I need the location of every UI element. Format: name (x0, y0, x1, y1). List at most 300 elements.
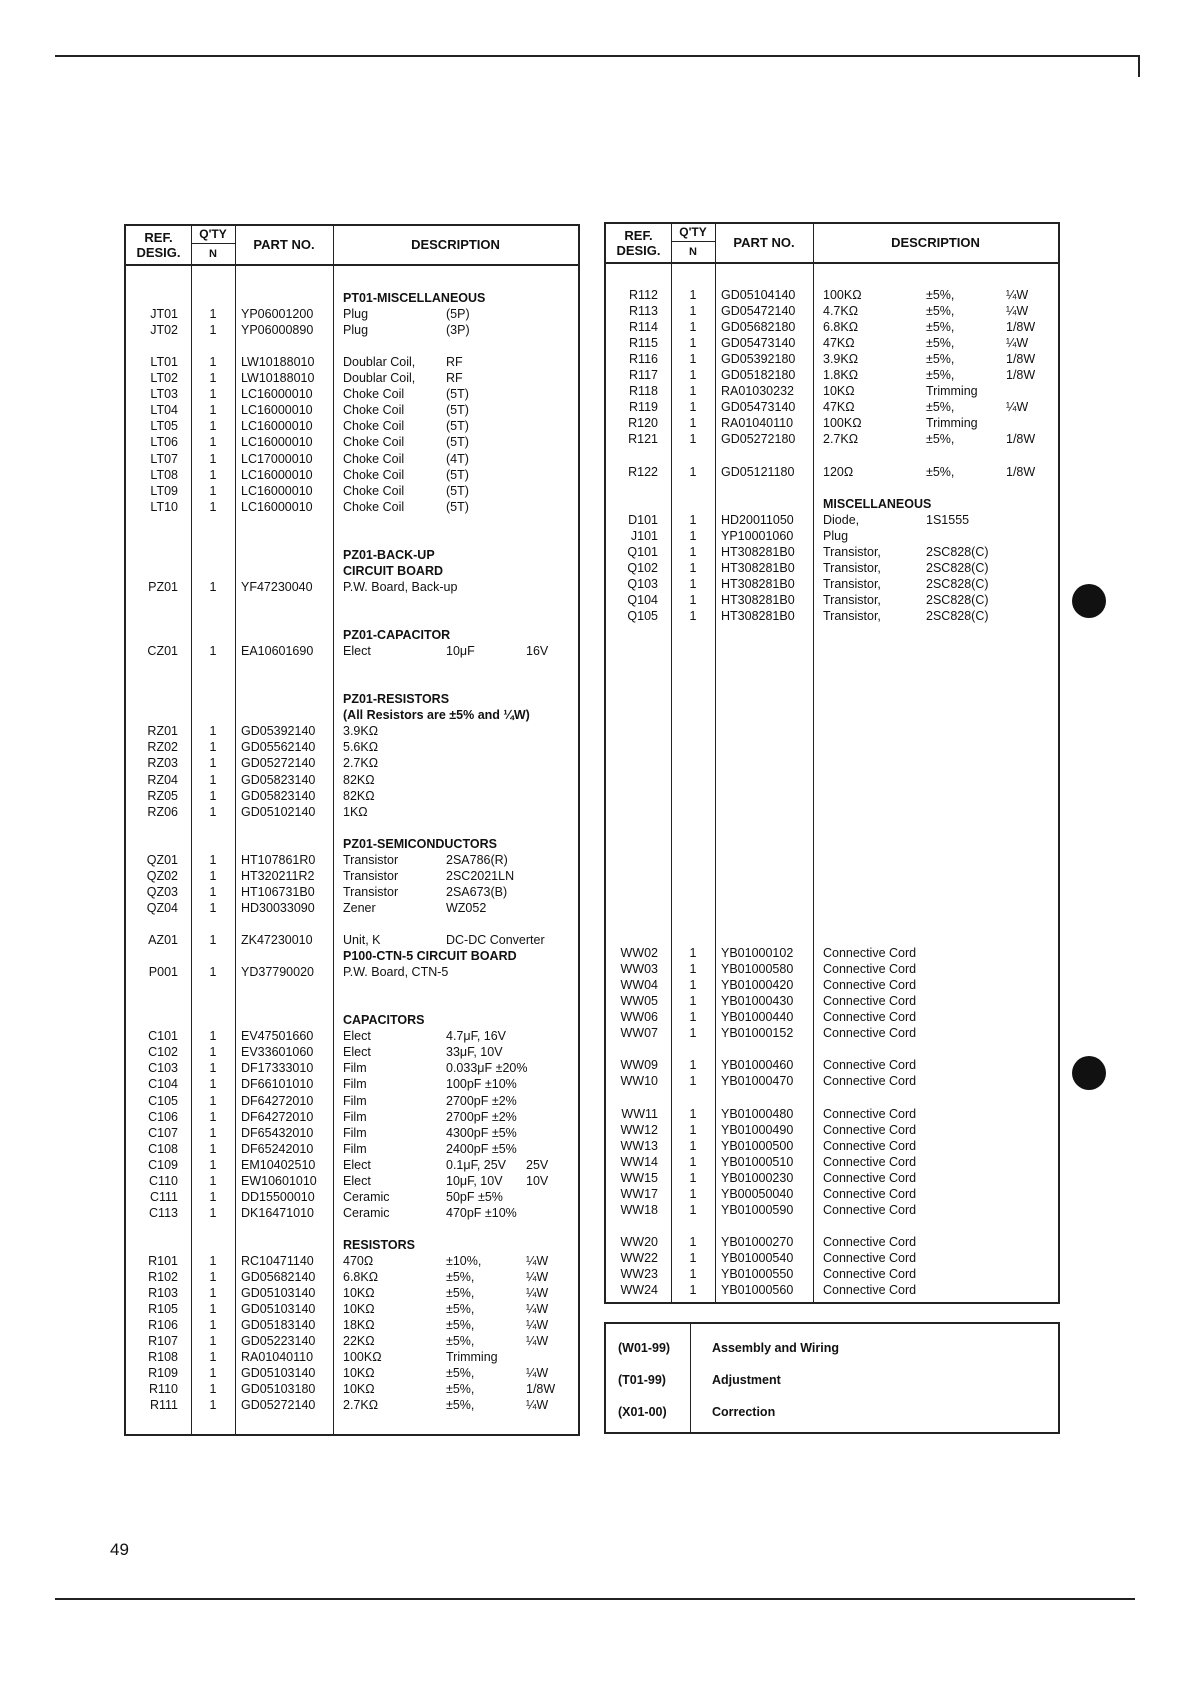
part-number: YB01000470 (721, 1074, 794, 1089)
part-row (606, 1138, 1058, 1154)
description: Connective Cord (823, 1058, 917, 1073)
description-value: (5T) (446, 387, 469, 402)
description-value: ±5%, (926, 304, 955, 319)
quantity: 1 (689, 946, 697, 961)
section-heading-text: P100-CTN-5 CIRCUIT BOARD (343, 949, 517, 964)
part-row (126, 354, 578, 370)
part-row (126, 739, 578, 755)
part-number: GD05272180 (721, 432, 796, 447)
part-number: EW10601010 (241, 1173, 317, 1188)
part-number: HD20011050 (721, 512, 794, 527)
part-row (126, 1205, 578, 1221)
quantity: 1 (689, 1074, 697, 1089)
description: 82KΩ (343, 788, 375, 803)
quantity: 1 (689, 1154, 697, 1169)
ref-designator: WW18 (620, 1202, 658, 1217)
part-number: GD05104140 (721, 288, 796, 302)
ref-designator: WW17 (620, 1186, 658, 1201)
ref-designator: C103 (148, 1061, 178, 1076)
quantity: 1 (209, 1061, 217, 1076)
blank-row (606, 1090, 1058, 1106)
description: 3.9KΩ (343, 724, 379, 739)
section-heading-text: RESISTORS (343, 1237, 416, 1252)
section-heading-text: PZ01-CAPACITOR (343, 628, 451, 643)
description: 120Ω (823, 464, 854, 479)
ref-designator: Q102 (627, 560, 658, 575)
description: Connective Cord (823, 994, 917, 1009)
part-number: YB01000230 (721, 1170, 794, 1185)
legend-row: (W01-99) Assembly and Wiring (618, 1341, 839, 1355)
blank-row (126, 515, 578, 531)
part-row (606, 1122, 1058, 1138)
ref-designator: R118 (629, 384, 658, 399)
quantity: 1 (689, 1251, 697, 1265)
part-row (606, 303, 1058, 319)
description: Elect (343, 1045, 371, 1060)
ref-designator: R122 (628, 464, 658, 479)
blank-row (606, 801, 1058, 817)
quantity: 1 (209, 1270, 217, 1285)
part-row (606, 335, 1058, 351)
description: Connective Cord (823, 962, 917, 977)
description-value: (5T) (446, 419, 469, 434)
ref-designator: WW13 (620, 1138, 658, 1153)
description-rating: ¼W (1006, 400, 1029, 415)
blank-row (606, 1041, 1058, 1057)
part-row (126, 772, 578, 788)
part-number: EV47501660 (241, 1029, 314, 1044)
ref-designator: WW20 (620, 1234, 658, 1249)
description-rating: ¼W (526, 1334, 549, 1349)
description-value: 2700pF ±2% (446, 1093, 517, 1108)
description: Plug (823, 528, 849, 543)
part-number: YB01000590 (721, 1202, 794, 1217)
part-row (126, 1044, 578, 1060)
part-row (606, 1202, 1058, 1218)
ref-designator: LT02 (150, 371, 178, 386)
description: 2.7KΩ (343, 1398, 379, 1413)
quantity: 1 (209, 403, 217, 418)
part-row (126, 868, 578, 884)
ref-designator: R116 (629, 352, 658, 367)
ref-designator: J101 (630, 528, 658, 543)
quantity: 1 (209, 644, 217, 659)
part-row (606, 1106, 1058, 1122)
description-value: 2SC828(C) (926, 592, 989, 607)
part-row (606, 592, 1058, 608)
ref-designator: C111 (149, 1189, 178, 1204)
quantity: 1 (209, 788, 217, 803)
part-number: HT308281B0 (721, 609, 795, 623)
ref-designator: R109 (148, 1366, 178, 1381)
blank-row (606, 640, 1058, 656)
part-row (126, 1125, 578, 1141)
part-row (606, 1266, 1058, 1282)
part-row (606, 1154, 1058, 1170)
blank-row (606, 1218, 1058, 1234)
part-row (126, 1141, 578, 1157)
part-number: GD05473140 (721, 400, 796, 415)
quantity: 1 (689, 512, 697, 527)
legend-row: (T01-99) Adjustment (618, 1373, 781, 1387)
ref-designator: C105 (148, 1093, 178, 1108)
page-number: 49 (110, 1540, 129, 1559)
part-row (126, 402, 578, 418)
quantity: 1 (209, 1286, 217, 1301)
quantity: 1 (209, 1173, 217, 1188)
ref-designator: C110 (149, 1173, 178, 1188)
description: Choke Coil (343, 435, 405, 450)
ref-designator: WW24 (620, 1283, 658, 1298)
blank-row (606, 817, 1058, 833)
quantity: 1 (209, 387, 217, 402)
description: Connective Cord (823, 1154, 917, 1169)
part-number: EA10601690 (241, 644, 314, 659)
part-row (126, 386, 578, 402)
ref-designator: WW11 (621, 1106, 658, 1121)
part-row (126, 434, 578, 450)
description-rating: 1/8W (1006, 368, 1036, 383)
section-heading (126, 1012, 578, 1028)
part-number: DF64272010 (241, 1093, 314, 1108)
ref-designator: WW22 (620, 1251, 658, 1265)
col-header-n: N (209, 248, 217, 260)
section-heading (126, 948, 578, 964)
part-number: YB01000430 (721, 994, 794, 1009)
quantity: 1 (209, 740, 217, 755)
description-rating: 1/8W (1006, 432, 1036, 447)
quantity: 1 (209, 371, 217, 386)
part-row (126, 1285, 578, 1301)
description-rating: ¼W (526, 1302, 549, 1317)
description-rating: ¼W (526, 1286, 549, 1301)
blank-row (606, 624, 1058, 640)
description-rating: 10V (526, 1173, 549, 1188)
quantity: 1 (209, 355, 217, 370)
description-value: DC-DC Converter (446, 933, 545, 947)
part-row (606, 1009, 1058, 1025)
quantity: 1 (209, 451, 217, 466)
part-number: YB01000500 (721, 1138, 794, 1153)
description: Film (343, 1109, 367, 1124)
ref-designator: R106 (148, 1318, 178, 1333)
blank-row (126, 980, 578, 996)
part-number: RA01040110 (721, 416, 794, 431)
description: 10KΩ (343, 1302, 375, 1317)
part-number: GD05223140 (241, 1334, 316, 1349)
part-number: GD05103140 (241, 1302, 316, 1317)
blank-row (606, 897, 1058, 913)
description: 2.7KΩ (343, 756, 379, 771)
part-row (126, 1189, 578, 1205)
part-row (606, 993, 1058, 1009)
description-value: 10μF, 10V (446, 1173, 503, 1188)
description: Connective Cord (823, 1170, 917, 1185)
part-number: GD05272140 (241, 756, 316, 771)
part-row (126, 1093, 578, 1109)
section-heading-text: PT01-MISCELLANEOUS (343, 291, 486, 305)
part-number: HT320211R2 (241, 868, 315, 883)
description: Doublar Coil, (343, 371, 416, 386)
ref-designator: JT01 (150, 307, 178, 322)
part-row (126, 932, 578, 948)
part-number: GD05183140 (241, 1318, 316, 1333)
blank-row (606, 752, 1058, 768)
part-row (126, 1301, 578, 1317)
description: 18KΩ (343, 1318, 375, 1333)
quantity: 1 (689, 1202, 697, 1217)
quantity: 1 (209, 1157, 217, 1172)
part-row (606, 1282, 1058, 1298)
blank-row (606, 672, 1058, 688)
quantity: 1 (209, 965, 217, 980)
description-value: ±5%, (446, 1334, 475, 1349)
section-heading-text: MISCELLANEOUS (823, 496, 932, 511)
part-row (606, 464, 1058, 480)
description: Connective Cord (823, 1283, 917, 1298)
blank-row (606, 849, 1058, 865)
part-number: LC16000010 (241, 419, 313, 434)
ref-designator: RZ03 (147, 756, 178, 771)
part-row (606, 1025, 1058, 1041)
part-row (606, 608, 1058, 624)
ref-designator: WW23 (620, 1267, 658, 1282)
part-number: LW10188010 (241, 371, 315, 386)
quantity: 1 (689, 544, 697, 559)
description-rating: 1/8W (526, 1382, 556, 1397)
ref-designator: R121 (628, 432, 658, 447)
col-header-part-no: PART NO. (733, 235, 795, 250)
part-number: LC16000010 (241, 467, 313, 482)
part-number: LC16000010 (241, 483, 313, 498)
quantity: 1 (209, 1141, 217, 1156)
quantity: 1 (209, 1045, 217, 1060)
description-rating: 25V (526, 1157, 549, 1172)
ref-designator: Q103 (627, 576, 658, 591)
part-row (606, 945, 1058, 961)
part-row (126, 1028, 578, 1044)
part-number: HT308281B0 (721, 544, 795, 559)
part-number: GD05182180 (721, 368, 796, 383)
ref-designator: LT09 (150, 483, 178, 498)
quantity: 1 (209, 499, 217, 514)
part-row (126, 852, 578, 868)
part-row (126, 1060, 578, 1076)
quantity: 1 (689, 1267, 697, 1282)
ref-designator: WW02 (620, 946, 658, 961)
part-row (126, 306, 578, 322)
description-value: (5T) (446, 499, 469, 514)
description: Connective Cord (823, 1138, 917, 1153)
quantity: 1 (689, 1283, 697, 1298)
part-number: YP10001060 (721, 528, 794, 543)
quantity: 1 (209, 1302, 217, 1317)
part-number: GD05392140 (241, 724, 316, 739)
ref-designator: R115 (629, 336, 658, 351)
part-row (126, 1269, 578, 1285)
part-number: EM10402510 (241, 1157, 316, 1172)
blank-row (606, 480, 1058, 496)
description-value: (5P) (446, 307, 470, 322)
section-heading-text: PZ01-BACK-UP (343, 547, 435, 562)
part-number: YB01000440 (721, 1010, 794, 1025)
description: Choke Coil (343, 483, 405, 498)
ref-designator: LT05 (150, 419, 178, 434)
part-number: YB01000580 (721, 962, 794, 977)
part-row (126, 1349, 578, 1365)
part-number: YB01000510 (721, 1154, 794, 1169)
binder-hole (1072, 584, 1106, 618)
blank-row (606, 704, 1058, 720)
part-row (126, 467, 578, 483)
description: 47KΩ (823, 400, 855, 415)
description-value: 4300pF ±5% (446, 1125, 517, 1140)
part-number: LC17000010 (241, 451, 313, 466)
ref-designator: WW03 (620, 962, 658, 977)
ref-designator: D101 (628, 512, 658, 527)
ref-designator: C106 (148, 1109, 178, 1124)
quantity: 1 (209, 419, 217, 434)
ref-designator: R107 (148, 1334, 178, 1349)
description: 6.8KΩ (343, 1270, 379, 1285)
part-number: YB01000480 (721, 1106, 794, 1121)
part-row (606, 528, 1058, 544)
ref-designator: AZ01 (148, 933, 178, 947)
quantity: 1 (209, 1077, 217, 1092)
ref-designator: R111 (149, 1398, 178, 1413)
description-rating: ¼W (526, 1366, 549, 1381)
col-header-description: DESCRIPTION (891, 235, 980, 250)
part-number: GD05823140 (241, 788, 316, 803)
part-row (606, 560, 1058, 576)
part-row (126, 499, 578, 515)
part-number: DF65432010 (241, 1125, 314, 1140)
ref-designator: R110 (149, 1382, 178, 1397)
ref-designator: R117 (629, 368, 658, 383)
description: Zener (343, 900, 376, 915)
description-value: 1S1555 (926, 512, 970, 527)
description: Elect (343, 1157, 371, 1172)
part-row (606, 415, 1058, 431)
quantity: 1 (689, 384, 697, 399)
description: Connective Cord (823, 1074, 917, 1089)
part-number: ZK47230010 (241, 933, 313, 947)
ref-designator: LT07 (150, 451, 178, 466)
description-value: 4.7μF, 16V (446, 1029, 507, 1044)
part-row (126, 1333, 578, 1349)
binder-hole (1072, 1056, 1106, 1090)
part-row (126, 1253, 578, 1269)
blank-row (606, 881, 1058, 897)
description: Diode, (823, 512, 860, 527)
ref-designator: JT02 (150, 323, 178, 338)
part-row (606, 1250, 1058, 1266)
part-row (606, 544, 1058, 560)
ref-designator: LT04 (150, 403, 178, 418)
description-value: (5T) (446, 403, 469, 418)
part-number: YB00050040 (721, 1186, 794, 1201)
ref-designator: R108 (148, 1350, 178, 1365)
col-header-ref: REF. DESIG. (616, 228, 661, 258)
part-row (606, 287, 1058, 303)
ref-designator: Q105 (627, 609, 658, 623)
ref-designator: R113 (629, 304, 658, 319)
description-value: ±5%, (446, 1318, 475, 1333)
ref-designator: CZ01 (147, 644, 178, 659)
quantity: 1 (209, 1109, 217, 1124)
parts-table-left (124, 224, 580, 1436)
quantity: 1 (209, 1029, 217, 1044)
description-rating: ¼W (526, 1318, 549, 1333)
blank-row (126, 820, 578, 836)
part-row (126, 1397, 578, 1413)
quantity: 1 (689, 592, 697, 607)
section-heading (126, 836, 578, 852)
quantity: 1 (689, 1058, 697, 1073)
part-number: HT308281B0 (721, 560, 795, 575)
quantity: 1 (689, 1170, 697, 1185)
quantity: 1 (209, 772, 217, 787)
part-row (126, 900, 578, 916)
description-value: Trimming (926, 384, 978, 399)
part-number: DK16471010 (241, 1205, 314, 1220)
quantity: 1 (689, 994, 697, 1009)
description-value: ±5%, (446, 1366, 475, 1381)
description-value: 2SC828(C) (926, 609, 989, 623)
quantity: 1 (209, 1366, 217, 1381)
description: 1.8KΩ (823, 368, 859, 383)
quantity: 1 (209, 323, 217, 338)
description-value: 2400pF ±5% (446, 1141, 517, 1156)
ref-designator: R119 (629, 400, 658, 415)
description-value: ±10%, (446, 1254, 482, 1268)
col-header-qty: Q'TY (679, 225, 707, 239)
description: 10KΩ (343, 1286, 375, 1301)
description-value: (5T) (446, 467, 469, 482)
part-number: HD30033090 (241, 900, 315, 915)
quantity: 1 (689, 368, 697, 383)
part-number: RC10471140 (241, 1254, 314, 1268)
description-value: ±5%, (446, 1270, 475, 1285)
description: 470Ω (343, 1254, 374, 1268)
part-row (126, 370, 578, 386)
description: Plug (343, 323, 369, 338)
quantity: 1 (209, 1093, 217, 1108)
part-number: RA01030232 (721, 384, 794, 399)
description-value: ±5%, (926, 368, 955, 383)
ref-designator: C104 (148, 1077, 178, 1092)
blank-row (606, 785, 1058, 801)
part-number: YB01000270 (721, 1234, 794, 1249)
part-number: RA01040110 (241, 1350, 314, 1365)
blank-row (126, 611, 578, 627)
revision-code-legend (604, 1322, 1060, 1434)
description: Transistor, (823, 544, 881, 559)
description-value: (3P) (446, 323, 470, 338)
part-number: LC16000010 (241, 403, 313, 418)
quantity: 1 (689, 320, 697, 335)
ref-designator: QZ03 (146, 884, 178, 899)
description: Film (343, 1093, 367, 1108)
description: 1KΩ (343, 804, 368, 819)
description: 4.7KΩ (823, 304, 859, 319)
col-header-n: N (689, 246, 697, 258)
description-value: 2SC2021LN (446, 868, 515, 883)
ref-designator: C107 (148, 1125, 178, 1140)
part-number: YB01000460 (721, 1058, 794, 1073)
ref-designator: RZ01 (147, 724, 178, 739)
quantity: 1 (689, 1026, 697, 1041)
